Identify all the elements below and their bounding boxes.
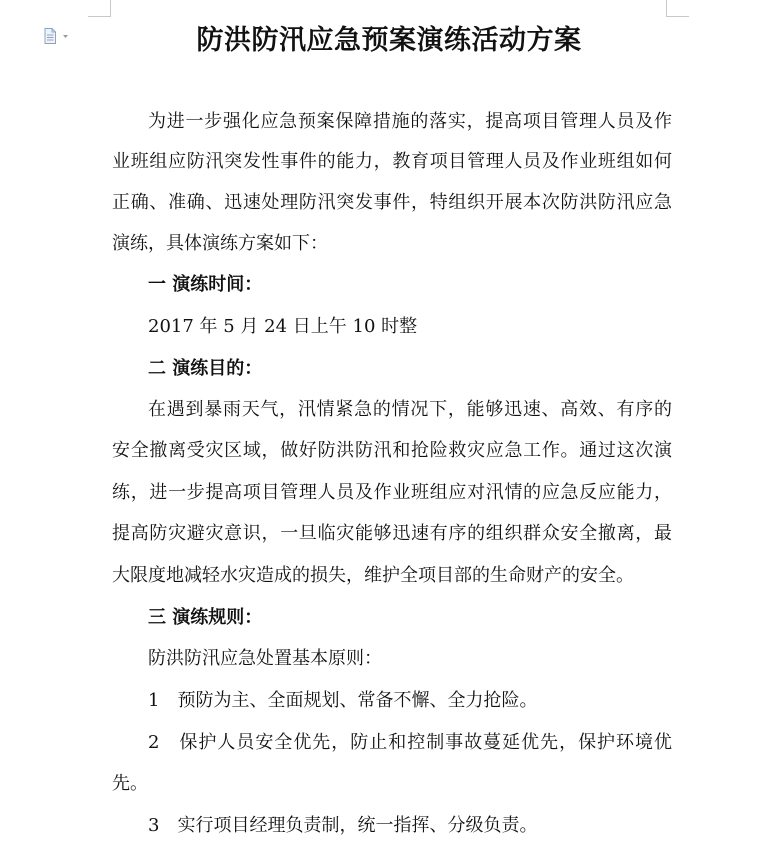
rule-item-3: 3 实行项目经理负责制，统一指挥、分级负责。 <box>148 815 538 836</box>
rules-principle: 防洪防汛应急处置基本原则： <box>148 648 382 669</box>
purpose-line-2: 安全撤离受灾区域，做好防洪防汛和抢险救灾应急工作。通过这次演 <box>112 440 672 461</box>
drill-time-value: 2017 年 5 月 24 日上午 10 时整 <box>148 316 418 337</box>
rule-item-2-continuation: 先。 <box>112 773 148 794</box>
intro-line-1: 为进一步强化应急预案保障措施的落实，提高项目管理人员及作 <box>148 111 672 132</box>
section-heading-purpose: 二 演练目的： <box>148 358 263 379</box>
purpose-line-3: 练，进一步提高项目管理人员及作业班组应对汛情的应急反应能力， <box>112 482 672 503</box>
rule-item-2: 2 保护人员安全优先，防止和控制事故蔓延优先，保护环境优 <box>148 732 672 753</box>
intro-line-3: 正确、准确、迅速处理防汛突发事件，特组织开展本次防洪防汛应急 <box>112 192 672 213</box>
purpose-line-5: 大限度地减轻水灾造成的损失，维护全项目部的生命财产的安全。 <box>112 565 634 586</box>
purpose-line-4: 提高防灾避灾意识，一旦临灾能够迅速有序的组织群众安全撤离，最 <box>112 523 672 544</box>
section-heading-time: 一 演练时间： <box>148 274 263 295</box>
purpose-line-1: 在遇到暴雨天气，汛情紧急的情况下，能够迅速、高效、有序的 <box>148 399 672 420</box>
crop-mark-top-right <box>666 0 689 17</box>
intro-line-4: 演练，具体演练方案如下： <box>112 233 328 254</box>
document-title: 防洪防汛应急预案演练活动方案 <box>196 25 582 56</box>
rule-item-1: 1 预防为主、全面规划、常备不懈、全力抢险。 <box>148 690 538 711</box>
intro-line-2: 业班组应防汛突发性事件的能力，教育项目管理人员及作业班组如何 <box>112 151 672 172</box>
section-heading-rules: 三 演练规则： <box>148 607 263 628</box>
crop-mark-top-left <box>88 0 111 17</box>
